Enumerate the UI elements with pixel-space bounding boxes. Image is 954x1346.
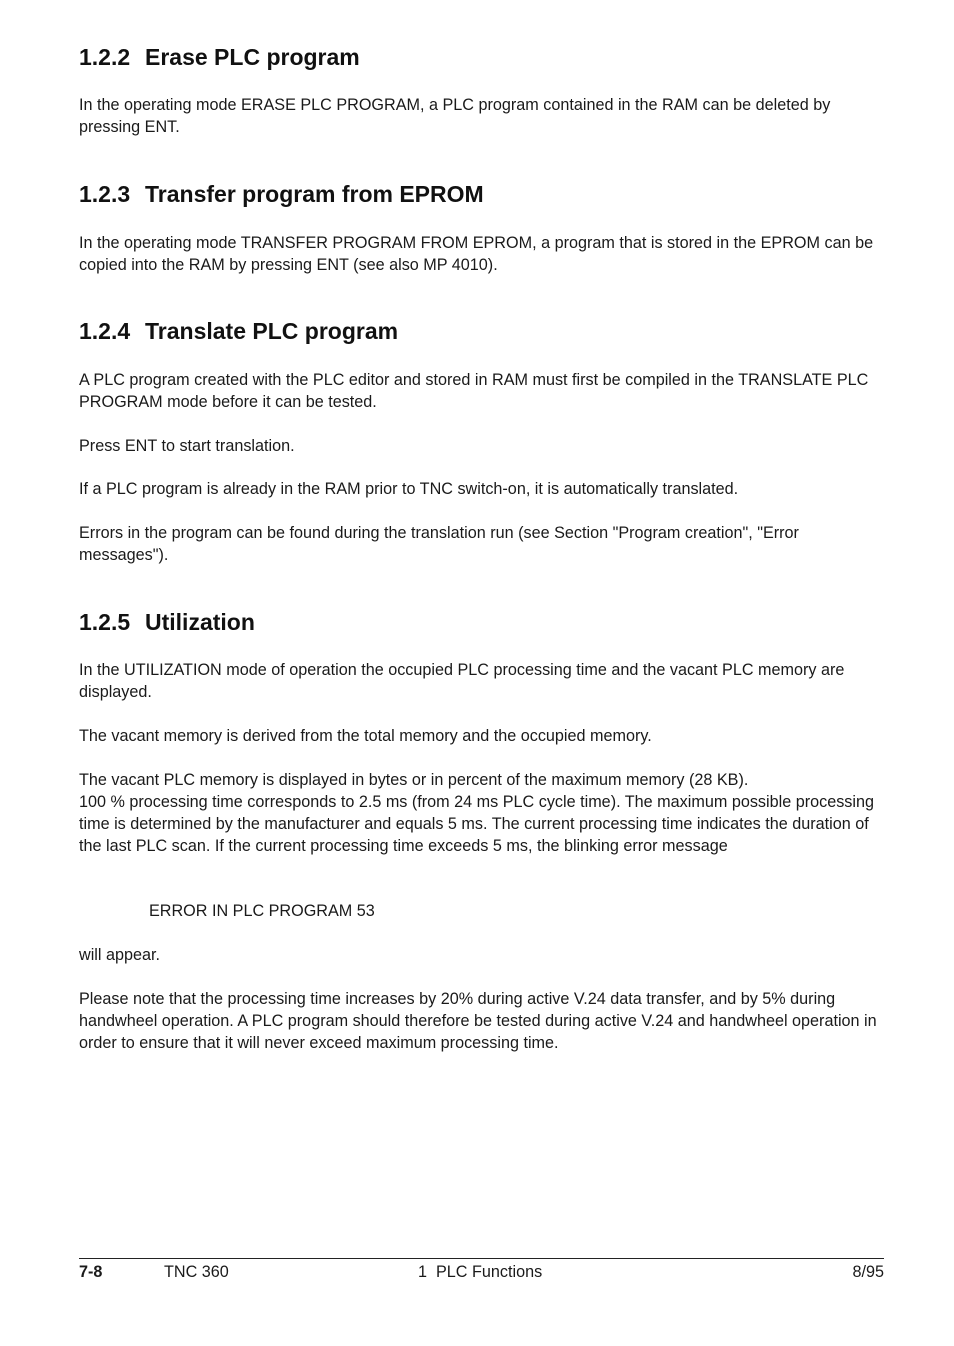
paragraph: In the operating mode TRANSFER PROGRAM FROM EPROM, a program that is stored in the EPROM can be copied into the RAM by pressing ENT (see also MP 4010).: [79, 234, 874, 274]
section-heading-erase: [79, 44, 360, 71]
footer-chapter: 1 PLC Functions: [418, 1263, 543, 1281]
section-title: Erase PLC program: [145, 44, 360, 70]
paragraph: will appear.: [79, 946, 160, 964]
paragraph: A PLC program created with the PLC editor and stored in RAM must first be compiled in the TRANSLATE PLC PROGRAM mode before it can be tested.: [79, 371, 869, 411]
section-number: 1.2.5: [79, 609, 131, 635]
section-title: Utilization: [145, 609, 255, 635]
footer-date: 8/95: [852, 1263, 884, 1281]
section-number: 1.2.2: [79, 44, 131, 70]
paragraph: In the UTILIZATION mode of operation the occupied PLC processing time and the vacant PLC memory are displayed.: [79, 661, 845, 701]
section-title: Translate PLC program: [145, 318, 399, 344]
paragraph: Press ENT to start translation.: [79, 437, 295, 455]
section-heading-utilization: [79, 609, 255, 636]
footer-divider: [79, 1258, 884, 1259]
error-message-example: ERROR IN PLC PROGRAM 53: [149, 902, 375, 920]
paragraph: The vacant PLC memory is displayed in bytes or in percent of the maximum memory (28 KB).: [79, 771, 749, 789]
section-heading-transfer: [79, 181, 484, 208]
footer-model: TNC 360: [164, 1263, 229, 1281]
paragraph: The vacant memory is derived from the total memory and the occupied memory.: [79, 727, 652, 745]
paragraph: Please note that the processing time increases by 20% during active V.24 data transfer, and by 5% during handwheel operation. A PLC program should therefore be tested during active V.24 and handwheel operation in order to ensure that it will never exceed maximum processing time.: [79, 990, 877, 1052]
paragraph: If a PLC program is already in the RAM prior to TNC switch-on, it is automatically translated.: [79, 480, 739, 498]
paragraph: 100 % processing time corresponds to 2.5 ms (from 24 ms PLC cycle time). The maximum possible processing time is determined by the manufacturer and equals 5 ms. The current processing time indicates the duration of the last PLC scan. If the current processing time exceeds 5 ms, the blinking error message: [79, 793, 874, 855]
section-number: 1.2.3: [79, 181, 131, 207]
section-heading-translate: [79, 318, 398, 345]
paragraph: Errors in the program can be found during the translation run (see Section "Program creation", "Error messages").: [79, 524, 799, 564]
footer-page-number: 7-8: [79, 1263, 103, 1281]
section-title: Transfer program from EPROM: [145, 181, 484, 207]
paragraph: In the operating mode ERASE PLC PROGRAM, a PLC program contained in the RAM can be deleted by pressing ENT.: [79, 96, 831, 136]
section-number: 1.2.4: [79, 318, 131, 344]
